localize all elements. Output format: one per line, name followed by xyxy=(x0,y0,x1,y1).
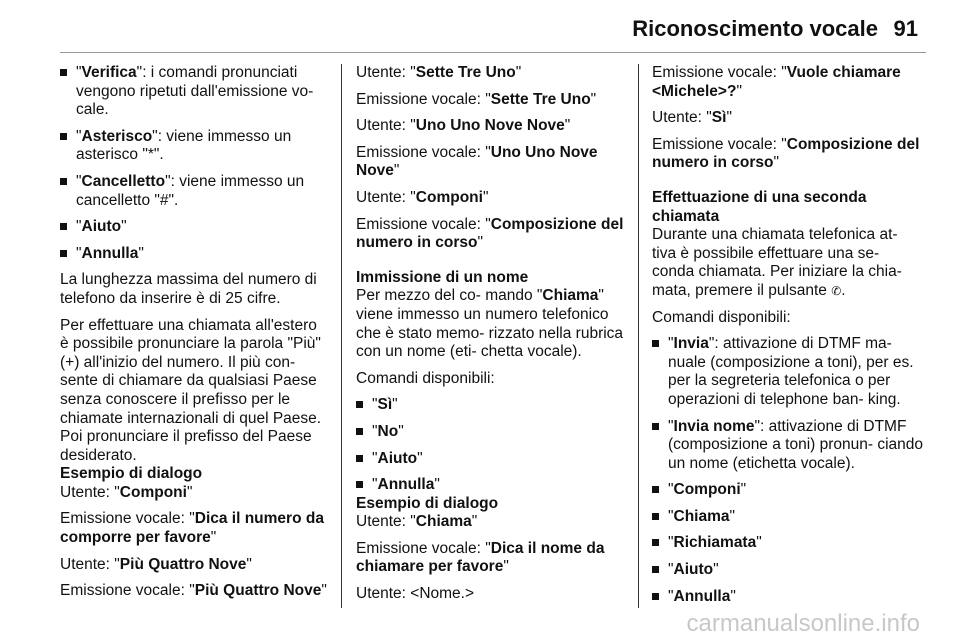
column-divider-2 xyxy=(638,64,639,608)
dialog-line: Emissione vocale: "Dica il numero da comporre per favore" xyxy=(60,510,324,547)
list-item: "Invia nome": attivazione di DTMF (composizione a toni) pronun- ciando un nome (etichetta vocale). xyxy=(652,418,924,474)
dialog-line: Utente: "Più Quattro Nove" xyxy=(60,555,252,573)
section-heading: Esempio di dialogo xyxy=(356,494,499,512)
list-item: "Cancelletto": viene immesso un cancelletto "#". xyxy=(60,173,328,210)
dialog-line: Utente: "Chiama" xyxy=(356,513,478,531)
paragraph: Comandi disponibili: xyxy=(652,308,791,326)
page-number: 91 xyxy=(893,16,918,41)
column-divider-1 xyxy=(341,64,342,608)
list-item: "Annulla" xyxy=(60,245,328,264)
list-item: "Aiuto" xyxy=(60,218,328,237)
paragraph: Comandi disponibili: xyxy=(356,369,495,387)
paragraph: Per effettuare una chiamata all'estero è possibile pronunciare la parola "Più" (+) all'inizio del numero. Il più con- sente di chiamare da qualsiasi Paese senza conoscere il prefisso per le chiamate internazionali di quel Paese. Poi pronunciare il prefisso del Paese desiderato. xyxy=(60,316,322,464)
dialog-line: Utente: "Sì" xyxy=(652,109,732,127)
list-item: "Aiuto" xyxy=(652,561,924,580)
section-heading: Immissione di un nome xyxy=(356,268,529,286)
paragraph: Durante una chiamata telefonica at- tiva è possibile effettuare una se- conda chiamata. Per iniziare la chia- mata, premere il pulsante ✆. xyxy=(652,226,902,299)
watermark: carmanualsonline.info xyxy=(686,610,920,637)
dialog-line: Emissione vocale: "Uno Uno Nove Nove" xyxy=(356,143,598,180)
command-list xyxy=(60,64,328,263)
list-item: "Annulla" xyxy=(652,588,924,607)
dialog-line: Emissione vocale: "Sette Tre Uno" xyxy=(356,90,597,108)
list-item: "Richiamata" xyxy=(652,534,924,553)
list-item: "Verifica": i comandi pronunciati vengono ripetuti dall'emissione vo- cale. xyxy=(60,64,328,120)
dialog-line: Emissione vocale: "Composizione del numero in corso" xyxy=(652,135,920,172)
dialog-line: Utente: "Componi" xyxy=(60,483,193,501)
command-list xyxy=(356,396,624,494)
dialog-line: Utente: "Componi" xyxy=(356,188,489,206)
section-heading: Esempio di dialogo xyxy=(60,465,203,483)
list-item: "Invia": attivazione di DTMF ma- nuale (composizione a toni), per es. per la segreteria telefonica o per operazioni di telephone ban- king. xyxy=(652,335,924,409)
phone-button-icon: ✆ xyxy=(831,283,842,298)
list-item: "Aiuto" xyxy=(356,450,624,469)
list-item: "Annulla" xyxy=(356,476,624,495)
dialog-line: Utente: "Uno Uno Nove Nove" xyxy=(356,117,571,135)
dialog-line: Utente: <Nome.> xyxy=(356,585,475,603)
paragraph: La lunghezza massima del numero di telefono da inserire è di 25 cifre. xyxy=(60,271,317,307)
page-header xyxy=(0,8,960,48)
dialog-line: Emissione vocale: "Vuole chiamare <Michele>?" xyxy=(652,64,901,100)
dialog-line: Utente: "Sette Tre Uno" xyxy=(356,64,522,81)
column-2 xyxy=(356,64,624,612)
list-item: "Chiama" xyxy=(652,508,924,527)
column-1 xyxy=(60,64,328,609)
list-item: "No" xyxy=(356,423,624,442)
page-title: Riconoscimento vocale xyxy=(632,16,878,41)
command-list xyxy=(652,335,924,606)
dialog-line: Emissione vocale: "Composizione del numero in corso" xyxy=(356,215,624,252)
header-rule xyxy=(60,52,926,53)
column-3 xyxy=(652,64,924,614)
paragraph: Per mezzo del co- mando "Chiama" viene immesso un numero telefonico che è stato memo- rizzato nella rubrica con un nome (eti- chetta vocale). xyxy=(356,287,624,361)
list-item: "Asterisco": viene immesso un asterisco "*". xyxy=(60,128,328,165)
dialog-line: Emissione vocale: "Più Quattro Nove" xyxy=(60,582,327,600)
section-heading: Effettuazione di una seconda chiamata xyxy=(652,188,867,225)
list-item: "Sì" xyxy=(356,396,624,415)
dialog-line: Emissione vocale: "Dica il nome da chiamare per favore" xyxy=(356,539,605,576)
list-item: "Componi" xyxy=(652,481,924,500)
